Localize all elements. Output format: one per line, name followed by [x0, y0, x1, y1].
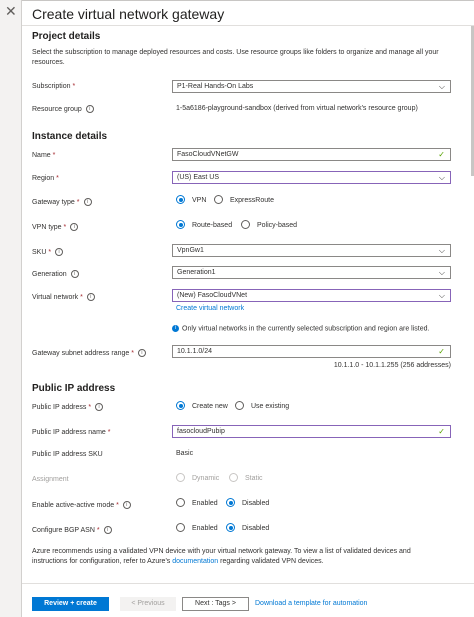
generation-dropdown[interactable]: [172, 266, 451, 279]
assignment-static-label: Static: [245, 475, 263, 482]
virtual-network-dropdown[interactable]: [172, 289, 451, 302]
checkmark-icon: ✓: [438, 150, 445, 159]
chevron-down-icon: ⌵: [438, 173, 445, 182]
gateway-subnet-input[interactable]: [172, 345, 451, 358]
gateway-subnet-value: 10.1.1.0/24: [177, 348, 213, 355]
public-ip-create-new-label: Create new: [192, 403, 228, 410]
info-icon[interactable]: i: [70, 223, 78, 231]
checkmark-icon: ✓: [438, 427, 445, 436]
sku-dropdown[interactable]: [172, 244, 451, 257]
sku-label: SKU * i: [32, 248, 63, 256]
chevron-down-icon: ⌵: [438, 291, 445, 300]
public-ip-create-new-radio[interactable]: [176, 401, 185, 410]
bgp-disabled-radio[interactable]: [226, 523, 235, 532]
checkmark-icon: ✓: [438, 347, 445, 356]
public-ip-name-value: fasocloudPubip: [177, 428, 225, 435]
public-ip-label: Public IP address * i: [32, 403, 103, 411]
gateway-type-expressroute-label: ExpressRoute: [230, 197, 274, 204]
active-active-disabled-label: Disabled: [242, 500, 270, 507]
active-active-label: Enable active-active mode * i: [32, 501, 131, 509]
info-icon[interactable]: i: [71, 270, 79, 278]
resource-group-label: Resource group i: [32, 105, 94, 113]
info-icon[interactable]: i: [87, 293, 95, 301]
info-icon[interactable]: i: [104, 526, 112, 534]
title-divider: [22, 25, 474, 26]
instance-details-heading: Instance details: [32, 131, 108, 142]
review-create-button[interactable]: Review + create: [32, 597, 109, 611]
vpn-type-label: VPN type * i: [32, 223, 78, 231]
subscription-value: P1-Real Hands-On Labs: [177, 83, 254, 90]
assignment-dynamic-radio[interactable]: [176, 473, 185, 482]
gateway-type-expressroute-radio[interactable]: [214, 195, 223, 204]
name-value: FasoCloudVNetGW: [177, 151, 239, 158]
generation-value: Generation1: [177, 269, 216, 276]
vnet-info-note: i Only virtual networks in the currently selected subscription and region are listed.: [172, 325, 429, 332]
virtual-network-value: (New) FasoCloudVNet: [177, 292, 248, 299]
public-ip-use-existing-label: Use existing: [251, 403, 290, 410]
virtual-network-label: Virtual network * i: [32, 293, 95, 301]
resource-group-value: 1-5a6186-playground-sandbox (derived from virtual network's resource group): [176, 105, 418, 112]
public-ip-name-label: Public IP address name *: [32, 429, 111, 436]
info-icon[interactable]: i: [84, 198, 92, 206]
generation-label: Generation i: [32, 270, 79, 278]
bgp-disabled-label: Disabled: [242, 525, 270, 532]
blade-left-strip: [0, 0, 22, 617]
active-active-enabled-label: Enabled: [192, 500, 218, 507]
previous-button[interactable]: < Previous: [120, 597, 176, 611]
info-icon: i: [172, 325, 179, 332]
chevron-down-icon: ⌵: [438, 246, 445, 255]
info-icon[interactable]: i: [95, 403, 103, 411]
project-details-heading: Project details: [32, 31, 101, 42]
public-ip-sku-value: Basic: [176, 450, 194, 457]
top-border: [22, 0, 474, 1]
chevron-down-icon: ⌵: [438, 82, 445, 91]
subscription-label: Subscription *: [32, 83, 76, 90]
vpn-type-policy-based-label: Policy-based: [257, 222, 298, 229]
sku-value: VpnGw1: [177, 247, 204, 254]
gateway-type-label: Gateway type * i: [32, 198, 92, 206]
close-icon[interactable]: ✕: [5, 3, 17, 19]
name-input[interactable]: [172, 148, 451, 161]
info-icon[interactable]: i: [138, 349, 146, 357]
public-ip-use-existing-radio[interactable]: [235, 401, 244, 410]
info-icon[interactable]: i: [55, 248, 63, 256]
create-virtual-network-link[interactable]: Create virtual network: [176, 305, 245, 312]
vpn-type-route-based-radio[interactable]: [176, 220, 185, 229]
next-tags-button[interactable]: Next : Tags >: [182, 597, 249, 611]
info-icon[interactable]: i: [123, 501, 131, 509]
project-description: Select the subscription to manage deployed resources and costs. Use resource groups like folders to organize and manage all your resources.: [32, 49, 439, 66]
region-value: (US) East US: [177, 174, 220, 181]
region-dropdown[interactable]: [172, 171, 451, 184]
page-title: Create virtual network gateway: [32, 6, 225, 22]
download-template-link[interactable]: Download a template for automation: [255, 600, 368, 607]
subnet-range-text: 10.1.1.0 - 10.1.1.255 (256 addresses): [333, 362, 451, 369]
assignment-dynamic-label: Dynamic: [192, 475, 220, 482]
subscription-dropdown[interactable]: [172, 80, 451, 93]
active-active-enabled-radio[interactable]: [176, 498, 185, 507]
public-ip-sku-label: Public IP address SKU: [32, 451, 103, 458]
vpn-type-policy-based-radio[interactable]: [241, 220, 250, 229]
bgp-enabled-label: Enabled: [192, 525, 218, 532]
gateway-type-vpn-radio[interactable]: [176, 195, 185, 204]
chevron-down-icon: ⌵: [438, 268, 445, 277]
assignment-label: Assignment: [32, 476, 69, 483]
info-icon[interactable]: i: [86, 105, 94, 113]
bgp-enabled-radio[interactable]: [176, 523, 185, 532]
bgp-asn-label: Configure BGP ASN * i: [32, 526, 112, 534]
public-ip-heading: Public IP address: [32, 383, 116, 394]
gateway-subnet-label: Gateway subnet address range * i: [32, 349, 146, 357]
gateway-type-vpn-label: VPN: [192, 197, 207, 204]
name-label: Name *: [32, 152, 56, 159]
vpn-device-recommendation: Azure recommends using a validated VPN device with your virtual network gateway. To view a list of validated devices and instructions for configuration, refer to Azure's documentation regarding validated VPN devices.: [32, 548, 411, 565]
public-ip-name-input[interactable]: [172, 425, 451, 438]
assignment-static-radio[interactable]: [229, 473, 238, 482]
footer-divider: [22, 583, 474, 584]
vpn-type-route-based-label: Route-based: [192, 222, 233, 229]
active-active-disabled-radio[interactable]: [226, 498, 235, 507]
region-label: Region *: [32, 175, 59, 182]
documentation-link[interactable]: documentation: [172, 558, 219, 565]
